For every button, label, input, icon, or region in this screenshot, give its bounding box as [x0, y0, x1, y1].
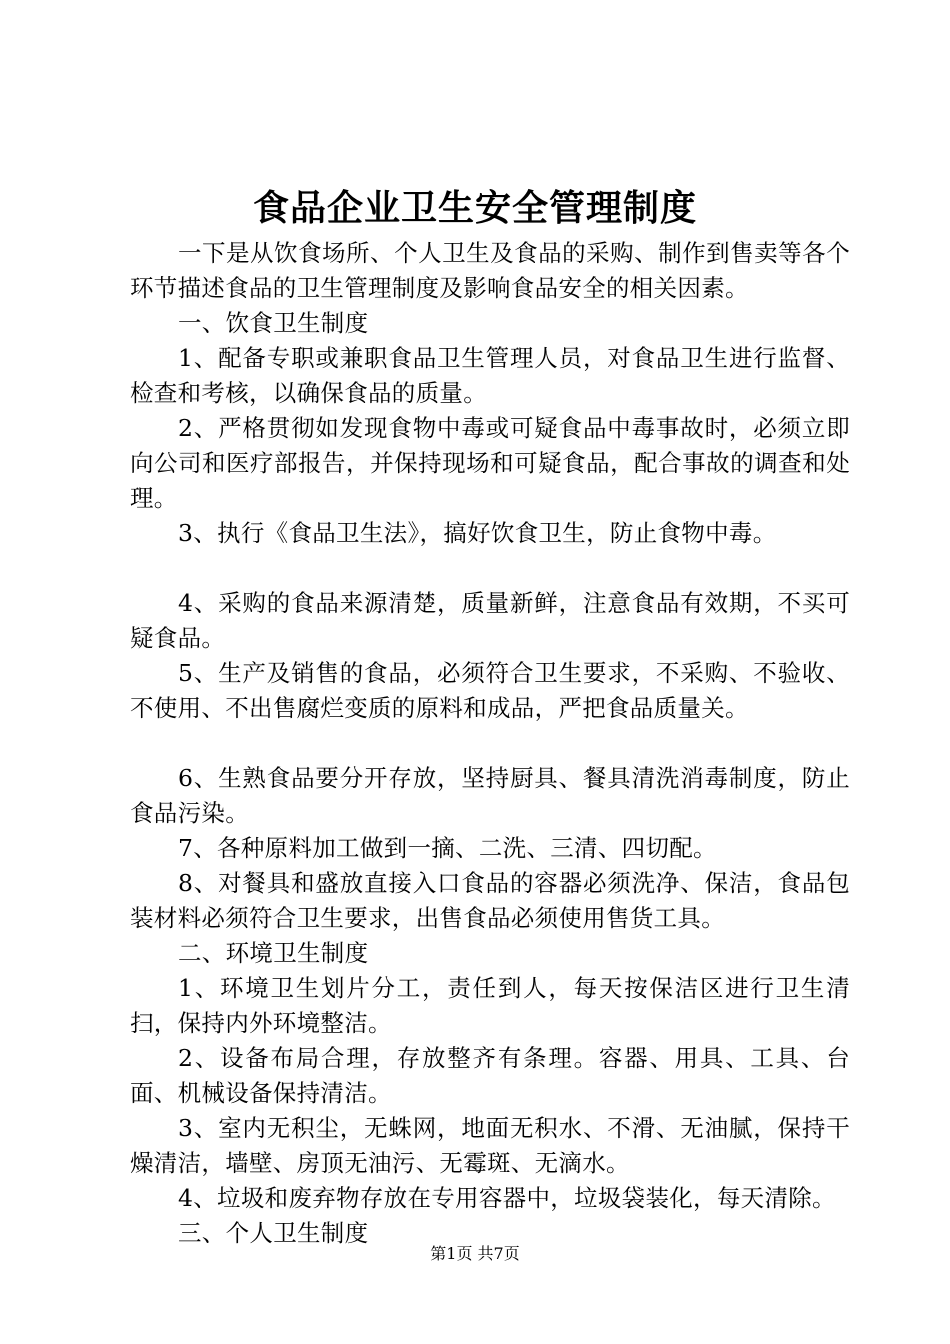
paragraph: 1、配备专职或兼职食品卫生管理人员，对食品卫生进行监督、检查和考核，以确保食品的质量。 — [130, 344, 850, 407]
paragraph: 2、严格贯彻如发现食物中毒或可疑食品中毒事故时，必须立即向公司和医疗部报告，并保持现场和可疑食品，配合事故的调查和处理。 — [130, 414, 850, 512]
paragraph: 2、设备布局合理，存放整齐有条理。容器、用具、工具、台面、机械设备保持清洁。 — [130, 1044, 850, 1107]
paragraph: 3、执行《食品卫生法》，搞好饮食卫生，防止食物中毒。 — [178, 519, 777, 547]
paragraph: 4、采购的食品来源清楚，质量新鲜，注意食品有效期，不买可疑食品。 — [130, 589, 850, 652]
paragraph: 5、生产及销售的食品，必须符合卫生要求，不采购、不验收、不使用、不出售腐烂变质的原料和成品，严把食品质量关。 — [130, 659, 850, 722]
paragraph: 7、各种原料加工做到一摘、二洗、三清、四切配。 — [178, 834, 717, 862]
paragraph: 4、垃圾和废弃物存放在专用容器中，垃圾袋装化，每天清除。 — [178, 1184, 836, 1212]
section-heading-personal-hygiene: 三、个人卫生制度 — [178, 1219, 369, 1247]
paragraph: 6、生熟食品要分开存放，坚持厨具、餐具清洗消毒制度，防止食品污染。 — [130, 764, 850, 827]
blank-line — [130, 726, 850, 761]
paragraph: 3、室内无积尘，无蛛网，地面无积水、不滑、无油腻，保持干燥清洁，墙壁、房顶无油污、无霉斑、无滴水。 — [130, 1114, 850, 1177]
section-heading-environment-hygiene: 二、环境卫生制度 — [178, 939, 369, 967]
blank-line — [130, 551, 850, 586]
document-title: 食品企业卫生安全管理制度 — [252, 188, 697, 229]
section-heading-food-hygiene: 一、饮食卫生制度 — [178, 309, 369, 337]
paragraph: 8、对餐具和盛放直接入口食品的容器必须洗净、保洁，食品包装材料必须符合卫生要求，出售食品必须使用售货工具。 — [130, 869, 850, 932]
page-number-footer: 第1页 共7页 — [430, 1244, 520, 1263]
intro-paragraph: 一下是从饮食场所、个人卫生及食品的采购、制作到售卖等各个环节描述食品的卫生管理制度及影响食品安全的相关因素。 — [130, 239, 850, 302]
document-body — [130, 236, 850, 1251]
paragraph: 1、环境卫生划片分工，责任到人，每天按保洁区进行卫生清扫，保持内外环境整洁。 — [130, 974, 850, 1037]
